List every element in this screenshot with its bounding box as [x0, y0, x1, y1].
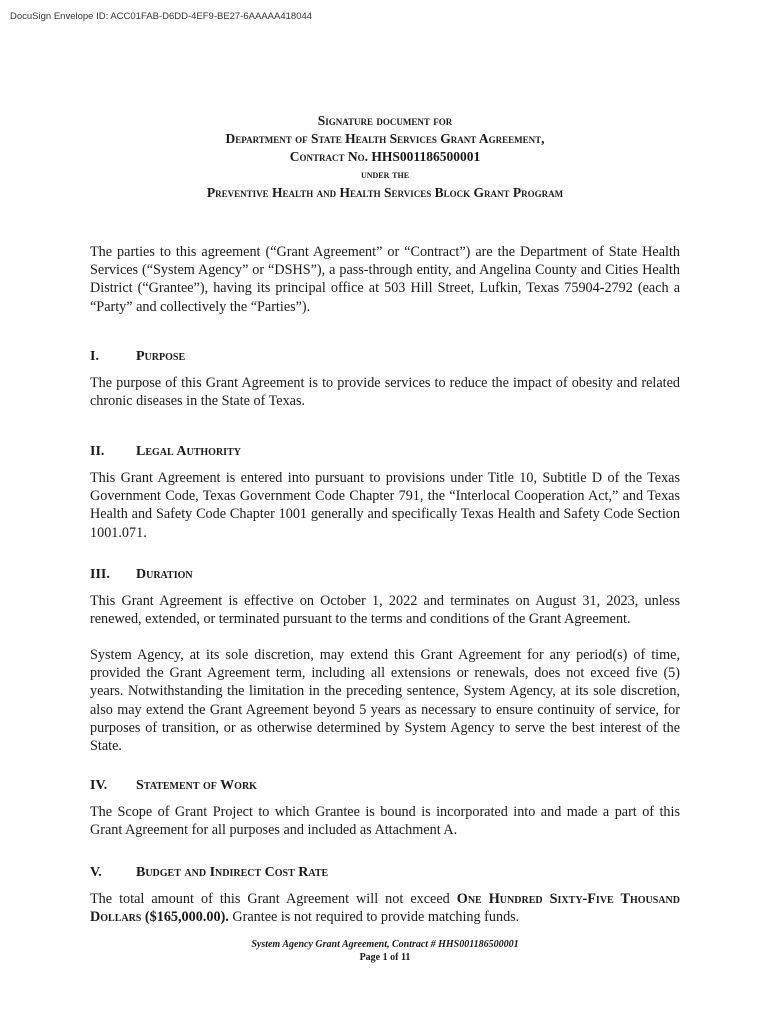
duration-paragraph-2: System Agency, at its sole discretion, may extend this Grant Agreement for any period(s) of time, provided the Grant Agreement term, including all extensions or renewals, does not exceed five (5) years. Notwithstanding the limitation in the preceding sentence, System Agency, at its sole discretion, also may extend the Grant Agreement beyond 5 years as necessary to ensure continuity of service, for purposes of transition, or as otherwise determined by System Agency to serve the best interest of the State. — [90, 647, 680, 755]
budget-paragraph — [90, 890, 680, 926]
title-line-5: Preventive Health and Health Services Block Grant Program — [206, 185, 564, 200]
footer-contract-line: System Agency Grant Agreement, Contract # HHS001186500001 — [251, 939, 519, 950]
document-title — [90, 112, 680, 202]
title-line-1: Signature document for — [317, 113, 453, 128]
section-number: III. — [90, 567, 110, 582]
section-number: IV. — [90, 778, 108, 793]
section-heading-statement-of-work — [90, 777, 680, 795]
section-title: Budget and Indirect Cost Rate — [136, 865, 329, 880]
section-title: Duration — [136, 567, 193, 582]
docusign-envelope-id: DocuSign Envelope ID: ACC01FAB-D6DD-4EF9-BE27-6AAAAA418044 — [10, 11, 313, 22]
legal-authority-paragraph: This Grant Agreement is entered into pursuant to provisions under Title 10, Subtitle D of the Texas Government Code, Texas Government Code Chapter 791, the “Interlocal Cooperation Act,” and Texas Health and Safety Code Chapter 1001 generally and specifically Texas Health and Safety Code Section 1001.071. — [90, 470, 680, 541]
duration-paragraph-1: This Grant Agreement is effective on October 1, 2022 and terminates on August 31, 2023, unless renewed, extended, or terminated pursuant to the terms and conditions of the Grant Agreement. — [90, 593, 680, 628]
section-number: I. — [90, 349, 99, 364]
section-heading-legal-authority — [90, 443, 680, 461]
section-heading-budget — [90, 864, 680, 882]
section-heading-duration — [90, 566, 680, 584]
title-line-2: Department of State Health Services Grant Agreement, — [225, 131, 545, 146]
section-title: Statement of Work — [136, 778, 257, 793]
budget-text-post: Grantee is not required to provide matching funds. — [228, 909, 520, 926]
title-line-3: Contract No. HHS001186500001 — [289, 149, 481, 164]
title-line-4: under the — [360, 169, 410, 181]
budget-text-pre: The total amount of this Grant Agreement will not exceed — [90, 891, 457, 907]
section-number: V. — [90, 865, 102, 880]
section-title: Legal Authority — [136, 444, 241, 459]
page-footer — [90, 938, 680, 964]
purpose-paragraph: The purpose of this Grant Agreement is to provide services to reduce the impact of obesity and related chronic diseases in the State of Texas. — [90, 375, 680, 410]
section-number: II. — [90, 444, 105, 459]
section-title: Purpose — [136, 349, 186, 364]
section-heading-purpose — [90, 348, 680, 366]
budget-amount: One Hundred Sixty-Five Thousand Dollars ($165,000.00). — [90, 891, 680, 926]
footer-page-number: Page 1 of 11 — [359, 952, 411, 963]
statement-of-work-paragraph: The Scope of Grant Project to which Grantee is bound is incorporated into and made a part of this Grant Agreement for all purposes and included as Attachment A. — [90, 804, 680, 839]
intro-paragraph: The parties to this agreement (“Grant Agreement” or “Contract”) are the Department of State Health Services (“System Agency” or “DSHS”), a pass-through entity, and Angelina County and Cities Health District (“Grantee”), having its principal office at 503 Hill Street, Lufkin, Texas 75904-2792 (each a “Party” and collectively the “Parties”). — [90, 244, 680, 315]
